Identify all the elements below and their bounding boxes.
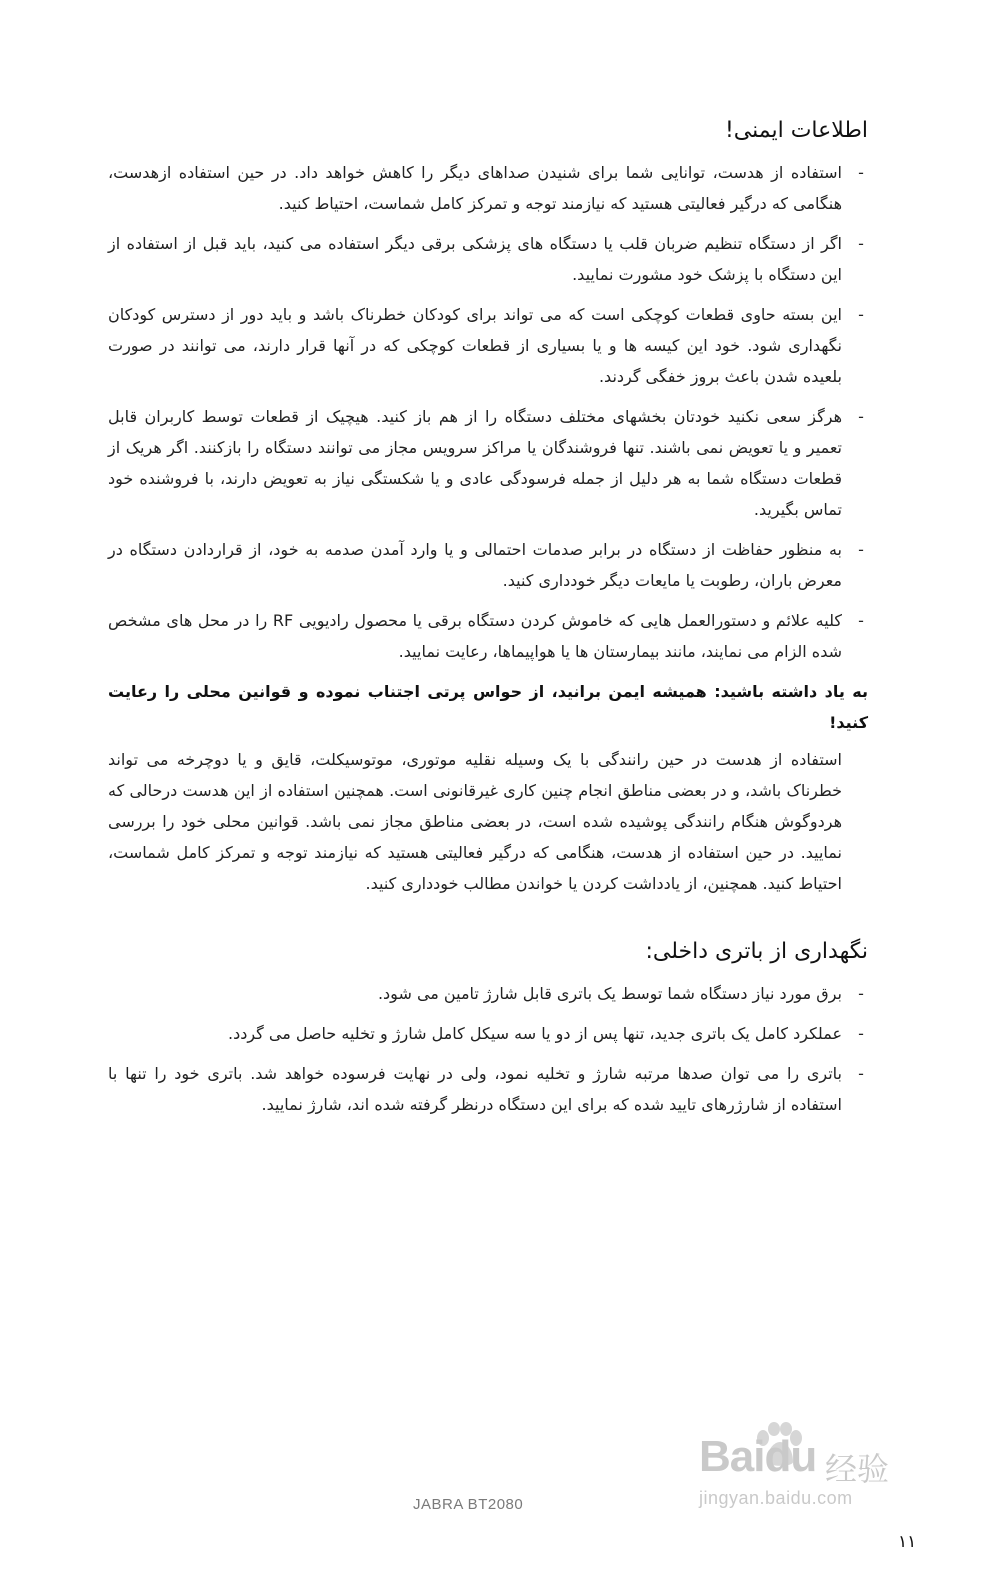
bullet-text: باتری را می توان صدها مرتبه شارژ و تخلیه نمود، ولی در نهایت فرسوده خواهد شد. باتری خود را تنها با استفاده از شارژرهای تایید شده که برای این دستگاه درنظر گرفته شده اند، شارژ نمایید. (108, 1064, 842, 1114)
bullet-dash: - (858, 234, 864, 253)
content-column (108, 118, 868, 1129)
baidu-watermark (693, 1422, 923, 1542)
battery-title: نگهداری از باتری داخلی: (645, 939, 868, 964)
bullet-text: کلیه علائم و دستورالعمل هایی که خاموش کردن دستگاه برقی یا محصول رادیویی RF را در محل های مشخص شده الزام می نمایند، مانند بیمارستان ها یا هواپیماها، رعایت نمایید. (108, 611, 843, 661)
bullet-dash: - (858, 305, 864, 324)
bullet-text: هرگز سعی نکنید خودتان بخشهای مختلف دستگاه را از هم باز کنید. هیچیک از قطعات توسط کاربران قابل تعمیر و یا تعویض نمی باشند. تنها فروشندگان یا مراکز سرویس مجاز می توانند دستگاه را بازکنند. اگر هریک از قطعات دستگاه شما به هر دلیل از جمله فرسودگی عادی و یا شکستگی نیاز به تعویض دارند، با فروشنده خود تماس بگیرید. (108, 407, 842, 519)
bullet-text: این بسته حاوی قطعات کوچکی است که می تواند برای کودکان خطرناک باشد و باید دور از دسترس کودکان نگهداری شود. خود این کیسه ها و یا بسیاری از قطعات کوچکی که در آنها قرار دارند، می توانند در صورت بلعیده شدن باعث بروز خفگی گردند. (108, 305, 842, 386)
bullet-text: استفاده از هدست، توانایی شما برای شنیدن صداهای دیگر را کاهش خواهد داد. در حین استفاده ازهدست، هنگامی که درگیر فعالیتی هستید که نیازمند توجه و تمرکز کامل شماست، احتیاط کنید. (108, 163, 842, 213)
list-item (108, 534, 868, 596)
bullet-dash: - (858, 540, 864, 559)
bullet-dash: - (858, 984, 864, 1003)
list-item (108, 228, 868, 290)
safety-bullet-list (108, 157, 868, 667)
bullet-dash: - (858, 407, 864, 426)
list-item (108, 978, 868, 1009)
bullet-dash: - (858, 611, 864, 630)
footer-brand: JABRA BT2080 (413, 1496, 524, 1513)
bullet-dash: - (858, 1064, 864, 1083)
reminder-note: به یاد داشته باشید: همیشه ایمن برانید، از حواس پرتی اجتناب نموده و قوانین محلی را رعایت کنید! (108, 682, 868, 732)
watermark-chinese: 经验 (825, 1451, 890, 1487)
safety-title: اطلاعات ایمنی! (724, 118, 868, 143)
list-item (108, 1018, 868, 1049)
list-item (108, 1058, 868, 1120)
safety-section (108, 118, 868, 899)
list-item (108, 401, 868, 525)
driving-paragraph: استفاده از هدست در حین رانندگی با یک وسیله نقلیه موتوری، موتوسیکلت، قایق و یا دوچرخه می تواند خطرناک باشد، و در بعضی مناطق انجام چنین کاری غیرقانونی است. همچنین استفاده از این هدست درحالی که هردوگوش هنگام رانندگی پوشیده شده است، در بعضی مناطق مجاز نمی باشد. قوانین محلی خود را بررسی نمایید. در حین استفاده از هدست، هنگامی که درگیر فعالیتی هستید که نیازمند توجه و تمرکز کامل شماست، احتیاط کنید. همچنین، از یادداشت کردن یا خواندن مطالب خودداری کنید. (108, 750, 842, 893)
bullet-text: عملکرد کامل یک باتری جدید، تنها پس از دو یا سه سیکل کامل شارژ و تخلیه حاصل می گردد. (227, 1024, 842, 1043)
list-item (108, 299, 868, 392)
battery-bullet-list (108, 978, 868, 1120)
bullet-dash: - (858, 1024, 864, 1043)
bullet-text: برق مورد نیاز دستگاه شما توسط یک باتری قابل شارژ تامین می شود. (377, 984, 842, 1003)
list-item (108, 157, 868, 219)
battery-section (108, 939, 868, 1120)
watermark-url: jingyan.baidu.com (699, 1488, 853, 1508)
list-item (108, 605, 868, 667)
watermark-logo: Baidu (699, 1432, 817, 1481)
page-number: ۱۱ (898, 1532, 917, 1552)
bullet-text: اگر از دستگاه تنظیم ضربان قلب یا دستگاه های پزشکی برقی دیگر استفاده می کنید، باید قبل از استفاده از این دستگاه با پزشک خود مشورت نمایید. (108, 234, 842, 284)
section-spacer (108, 899, 868, 939)
bullet-dash: - (858, 163, 864, 182)
bullet-text: به منظور حفاظت از دستگاه در برابر صدمات احتمالی و یا وارد آمدن صدمه به خود، از قراردادن دستگاه در معرض باران، رطوبت یا مایعات دیگر خودداری کنید. (108, 540, 842, 590)
